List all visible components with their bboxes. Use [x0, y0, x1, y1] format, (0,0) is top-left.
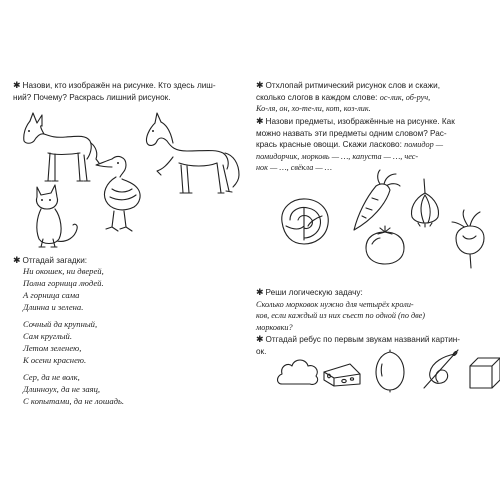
task-bullet-icon: ✱ — [13, 255, 21, 265]
task-odd-one-out: ✱ Назови, кто изображён на рисунке. Кто здесь лиш- ний? Почему? Раскрась лишний рисунок. — [13, 80, 216, 102]
cat-picture[interactable] — [31, 183, 83, 251]
task-logic: ✱ Реши логическую задачу: Сколько морковок нужно для четырёх кроли- ков, если каждый из них съест по одной (по две) морковки? — [256, 287, 426, 332]
garlic-picture[interactable] — [408, 179, 442, 227]
task-rebus: ✱ Отгадай ребус по первым звукам названий картин- ок. — [256, 334, 461, 356]
task-bullet-icon: ✱ — [256, 334, 264, 344]
carrot-picture[interactable] — [350, 170, 402, 232]
task-syllables: ✱ Отхлопай ритмический рисунок слов и скажи, сколько слогов в каждом слове: ос-лик, об-руч, Ко-ля, он, хо-те-ли, кот, коз-лик. — [256, 80, 440, 114]
riddle-1: Ни окошек, ни дверей, Полна горница людей. А горница сама Длинна и зелена. — [23, 266, 104, 312]
needle-picture[interactable] — [418, 348, 462, 392]
lemon-picture[interactable] — [372, 350, 408, 392]
cube-picture[interactable] — [468, 356, 500, 390]
cloud-picture[interactable] — [276, 356, 320, 388]
tomato-picture[interactable] — [362, 226, 408, 266]
task-bullet-icon: ✱ — [256, 287, 264, 297]
horse-picture[interactable] — [143, 113, 243, 198]
riddle-3: Сер, да не волк, Длинноух, да не заяц, С копытами, да не лошадь. — [23, 372, 125, 406]
task-bullet-icon: ✱ — [256, 116, 264, 126]
right-page — [250, 0, 500, 500]
task-vegetables: ✱ Назови предметы, изображённые на рисунке. Как можно назвать эти предметы одним словом? Рас- крась красные овощи. Скажи ласково: помидор — помидорчик, морковь — …, капуста — …, чес- нок — …, свёкла — … — [256, 116, 455, 173]
task-bullet-icon: ✱ — [13, 80, 21, 90]
donkey-picture[interactable] — [20, 113, 102, 185]
duck-picture[interactable] — [92, 155, 144, 237]
cheese-picture[interactable] — [322, 362, 362, 388]
cabbage-picture[interactable] — [276, 196, 334, 246]
riddle-2: Сочный да крупный, Сам круглый. Летом зеленею, К осени краснею. — [23, 319, 98, 365]
beet-picture[interactable] — [450, 210, 490, 268]
task-bullet-icon: ✱ — [256, 80, 264, 90]
task-riddles: ✱ Отгадай загадки: — [13, 255, 88, 265]
